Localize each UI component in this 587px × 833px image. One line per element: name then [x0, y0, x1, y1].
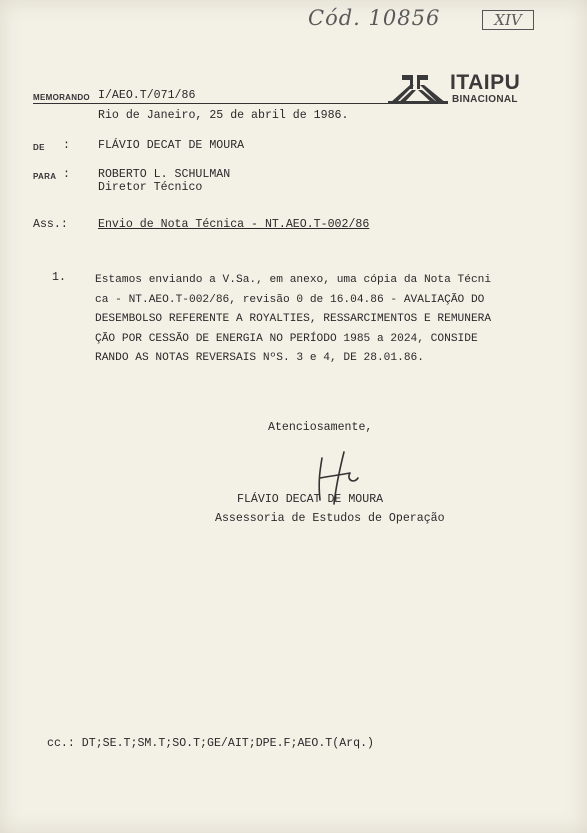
from-label: DE: [33, 143, 45, 152]
cc-list: cc.: DT;SE.T;SM.T;SO.T;GE/AIT;DPE.F;AEO.T(Arq.): [47, 737, 374, 750]
body-line: ÇÃO POR CESSÃO DE ENERGIA NO PERÍODO 1985 a 2024, CONSIDE: [95, 332, 478, 345]
paragraph-number: 1.: [52, 271, 66, 284]
to-label: PARA: [33, 172, 57, 181]
closing: Atenciosamente,: [268, 421, 373, 434]
to-colon: :: [63, 168, 70, 181]
logo-subtitle: BINACIONAL: [452, 94, 518, 105]
place-date: Rio de Janeiro, 25 de abril de 1986.: [98, 109, 349, 122]
from-name: FLÁVIO DECAT DE MOURA: [98, 139, 245, 152]
logo-name: ITAIPU: [450, 71, 521, 94]
body-line: Estamos enviando a V.Sa., em anexo, uma cópia da Nota Técni: [95, 274, 492, 286]
from-colon: :: [63, 139, 70, 152]
itaipu-logo-icon: [388, 73, 448, 105]
body-paragraph: [95, 271, 515, 369]
itaipu-logo: [388, 73, 528, 109]
body-line: DESEMBOLSO REFERENTE A ROYALTIES, RESSARCIMENTOS E REMUNERA: [95, 313, 492, 325]
subject-label: Ass.:: [33, 218, 68, 231]
handwritten-code: Cód. 10856: [308, 6, 441, 30]
volume-box: XIV: [482, 10, 534, 30]
memo-number: I/AEO.T/071/86: [98, 89, 196, 102]
memo-label: MEMORANDO: [33, 93, 90, 102]
subject-text: Envio de Nota Técnica - NT.AEO.T-002/86: [98, 218, 370, 231]
body-line: ca - NT.AEO.T-002/86, revisão 0 de 16.04.86 - AVALIAÇÃO DO: [95, 293, 485, 306]
body-line: RANDO AS NOTAS REVERSAIS NºS. 3 e 4, DE 28.01.86.: [95, 352, 424, 364]
header-rule: [33, 103, 388, 104]
signature-department: Assessoria de Estudos de Operação: [215, 512, 445, 525]
to-name: ROBERTO L. SCHULMAN: [98, 168, 231, 181]
signature-name: FLÁVIO DECAT DE MOURA: [237, 493, 384, 506]
to-title: Diretor Técnico: [98, 181, 203, 194]
